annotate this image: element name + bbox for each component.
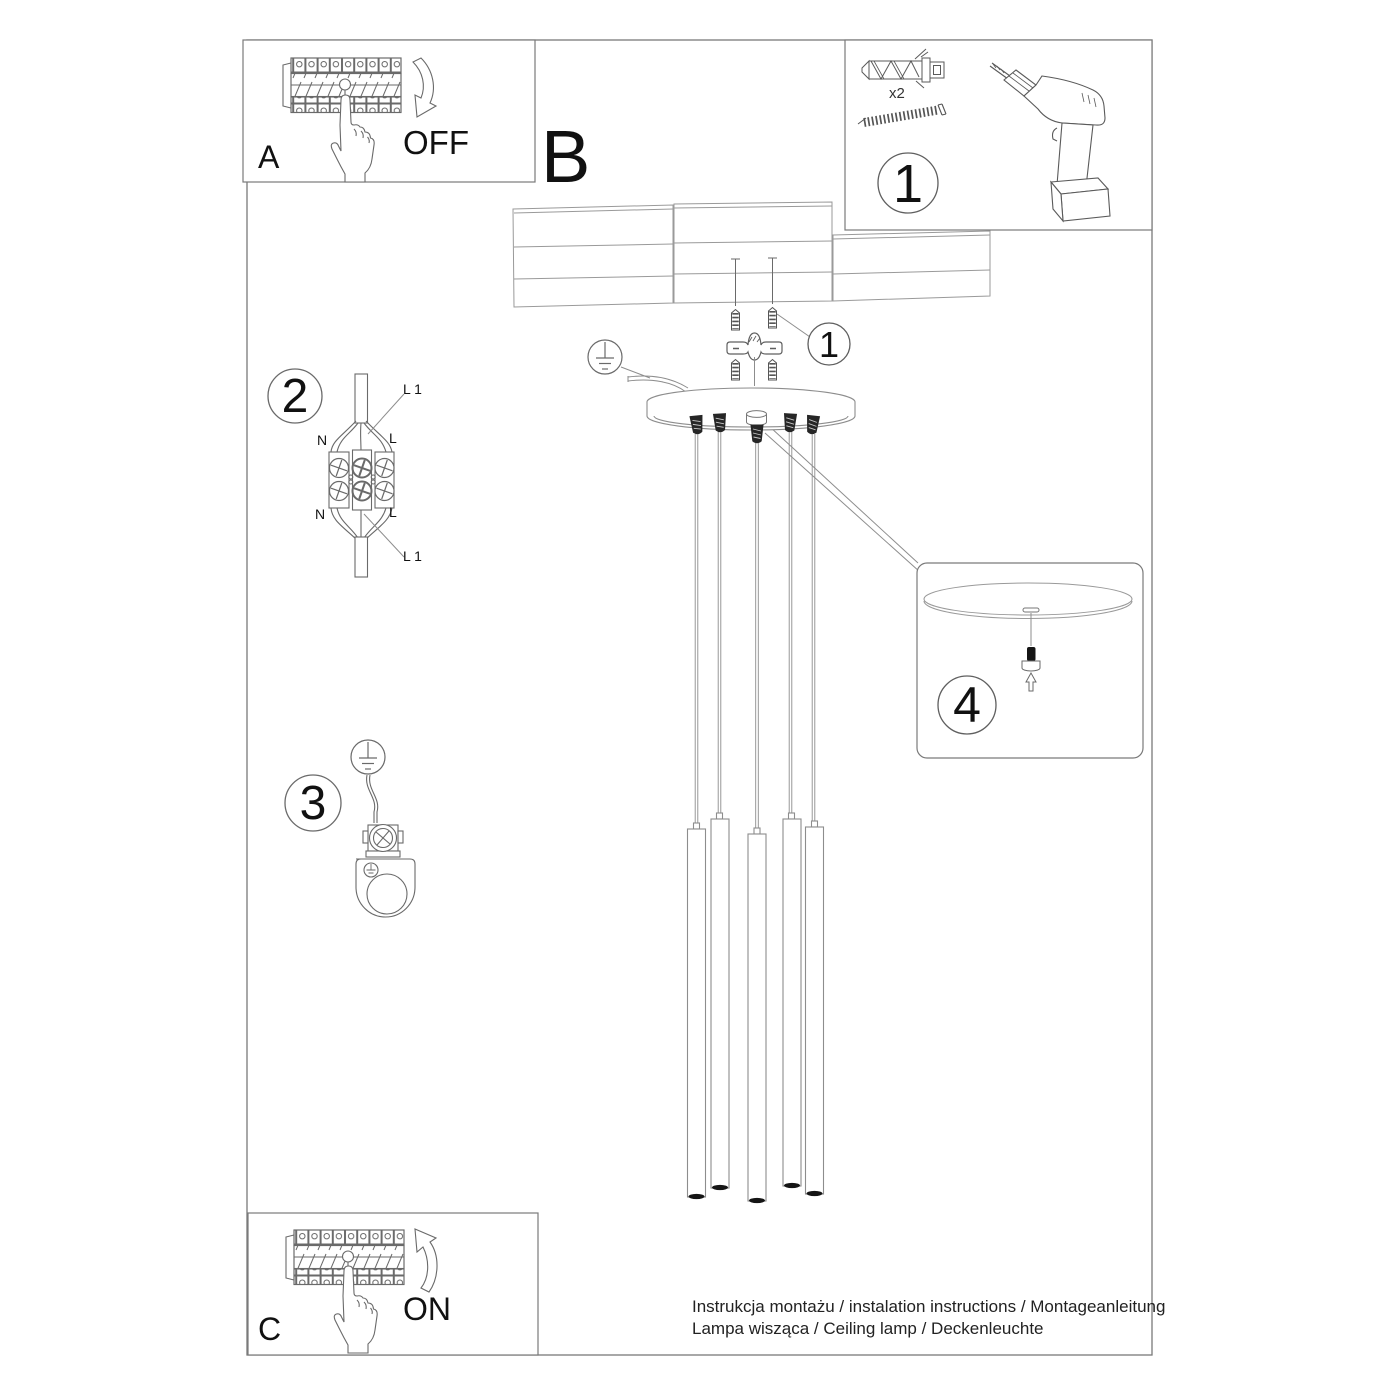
pendant-cords xyxy=(695,432,815,834)
wall-anchor-icon xyxy=(732,308,777,331)
wire-label-l1-bottom: L 1 xyxy=(403,548,422,564)
wire-label-l-bottom: L xyxy=(389,504,397,520)
callout-cover-number: 4 xyxy=(953,677,981,733)
callout-wiring-number: 2 xyxy=(281,370,309,423)
pendant-tube xyxy=(711,813,729,1190)
power-on-label: ON xyxy=(403,1291,451,1327)
callout-hardware-number: 1 xyxy=(892,154,924,214)
footer-title-line: Instrukcja montażu / instalation instructions / Montageanleitung xyxy=(692,1297,1166,1316)
canopy-bottom-view xyxy=(924,583,1132,619)
step-b-letter: B xyxy=(541,115,591,198)
pendant-tube xyxy=(688,823,706,1199)
strain-relief-cap xyxy=(747,411,767,426)
panel-c-label: C xyxy=(258,1311,282,1347)
panel-a-box xyxy=(243,40,535,182)
ground-symbol-icon xyxy=(588,340,650,378)
panel-a-label: A xyxy=(258,139,280,175)
anchor-quantity-label: x2 xyxy=(889,85,905,102)
wire-label-n-top: N xyxy=(317,432,328,448)
callout-grounding-number: 3 xyxy=(299,777,327,830)
pendant-tube xyxy=(806,821,824,1196)
pendant-tube xyxy=(748,828,766,1203)
power-off-label: OFF xyxy=(403,124,469,161)
panel-c-box xyxy=(248,1213,538,1355)
callout-bracket-number: 1 xyxy=(818,324,840,365)
cover-detail-leaders xyxy=(765,426,930,581)
mounting-bracket xyxy=(727,333,782,360)
wire-label-l1-top: L 1 xyxy=(403,381,422,397)
wire-label-n-bottom: N xyxy=(315,506,326,522)
footer-product-line: Lampa wisząca / Ceiling lamp / Deckenleuchte xyxy=(692,1319,1044,1338)
ground-wire xyxy=(628,376,688,392)
pendant-tube xyxy=(783,813,801,1188)
wire-label-l-top: L xyxy=(389,430,397,446)
pendant-tubes xyxy=(688,813,824,1203)
